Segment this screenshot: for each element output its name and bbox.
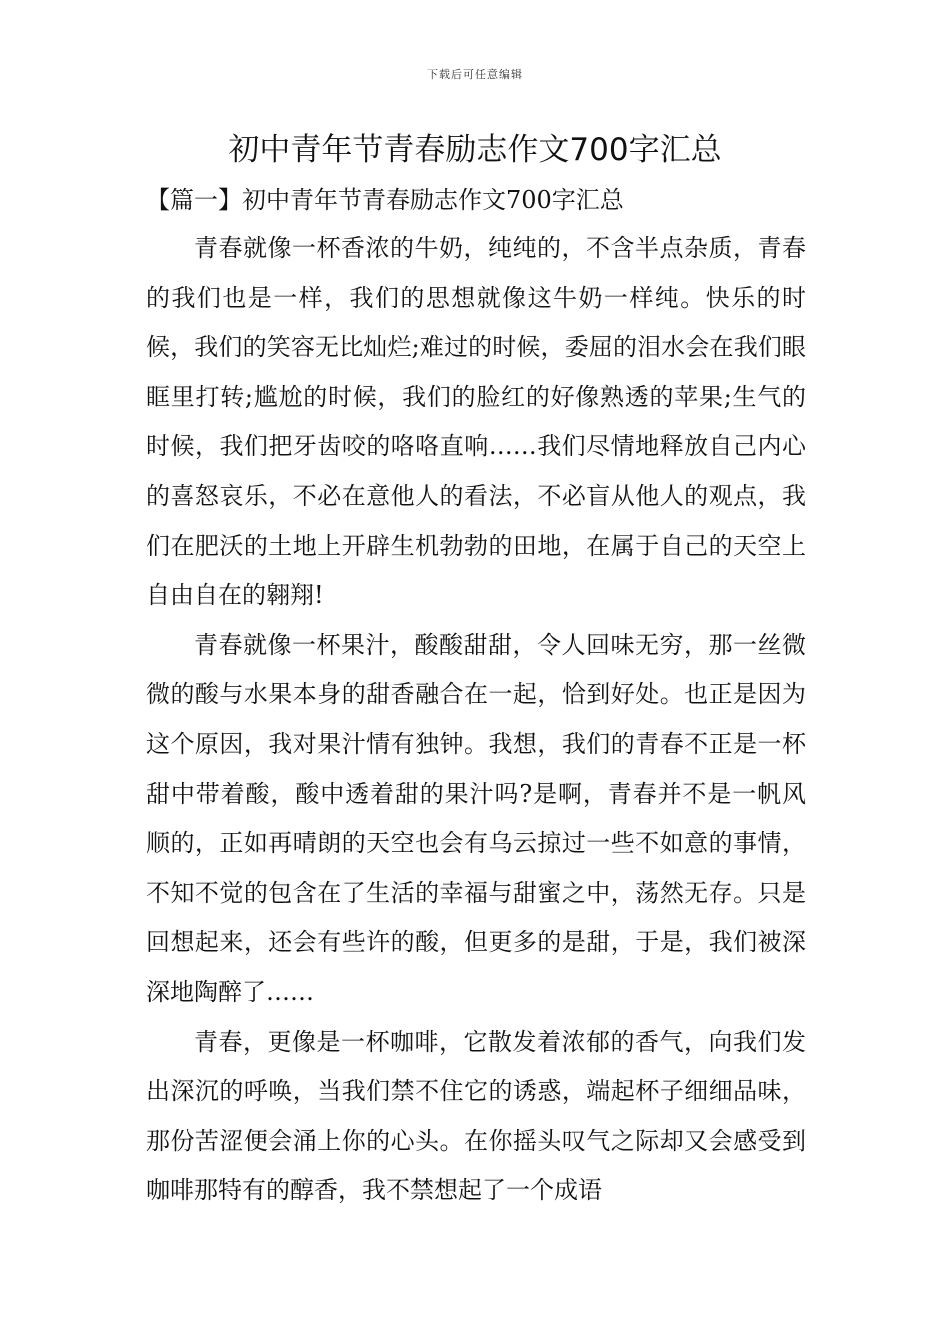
document-title: 初中青年节青春励志作文700字汇总 — [228, 132, 722, 168]
header-note: 下载后可任意编辑 — [427, 68, 523, 81]
paragraph-2: 青春就像一杯果汁，酸酸甜甜，令人回味无穷，那一丝微微的酸与水果本身的甜香融合在一起，恰到好处。也正是因为这个原因，我对果汁情有独钟。我想，我们的青春不正是一杯甜中带着酸，酸中透着甜的果汁吗?是啊，青春并不是一帆风顺的，正如再晴朗的天空也会有乌云掠过一些不如意的事情，不知不觉的包含在了生活的幸福与甜蜜之中，荡然无存。只是回想起来，还会有些许的酸，但更多的是甜，于是，我们被深深地陶醉了…… — [146, 630, 806, 1006]
paragraph-1: 青春就像一杯香浓的牛奶，纯纯的，不含半点杂质，青春的我们也是一样，我们的思想就像这牛奶一样纯。快乐的时候，我们的笑容无比灿烂;难过的时候，委屈的泪水会在我们眼眶里打转;尴尬的时候，我们的脸红的好像熟透的苹果;生气的时候，我们把牙齿咬的咯咯直响……我们尽情地释放自己内心的喜怒哀乐，不必在意他人的看法，不必盲从他人的观点，我们在肥沃的土地上开辟生机勃勃的田地，在属于自己的天空上自由自在的翱翔! — [146, 234, 806, 610]
section-heading: 【篇一】初中青年节青春励志作文700字汇总 — [146, 186, 624, 214]
document-body — [146, 224, 806, 1216]
paragraph-3: 青春，更像是一杯咖啡，它散发着浓郁的香气，向我们发出深沉的呼唤，当我们禁不住它的诱惑，端起杯子细细品味，那份苦涩便会涌上你的心头。在你摇头叹气之际却又会感受到咖啡那特有的醇香，我不禁想起了一个成语 — [146, 1027, 806, 1205]
